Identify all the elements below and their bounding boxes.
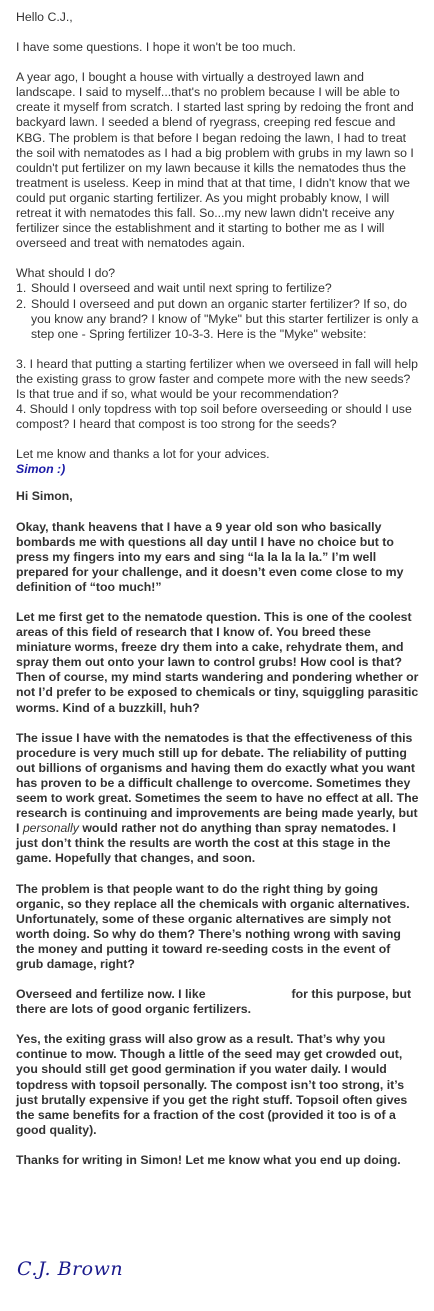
- question-list: [16, 281, 420, 341]
- reply-section: [16, 489, 420, 1168]
- question-4: 4. Should I only topdress with top soil before overseeding or should I use compost? I heard that compost is too strong for the seeds?: [16, 402, 412, 432]
- reply-p5-start: Overseed and fertilize now. I like: [16, 987, 206, 1002]
- reply-paragraph-3: [16, 731, 420, 867]
- reply-paragraph-5: [16, 987, 420, 1017]
- reply-paragraph-1: Okay, thank heavens that I have a 9 year old son who basically bombards me with questions all day until I have no choice but to press my fingers into my ears and sing “la la la la la.” I’m well prepared for your challenge, and it doesn’t even come close to my definition of “too much!”: [16, 519, 404, 594]
- reply-paragraph-7: Thanks for writing in Simon! Let me know what you end up doing.: [16, 1152, 401, 1167]
- letter-page: [16, 10, 420, 1168]
- letter-closing: Let me know and thanks a lot for your advices.: [16, 447, 270, 462]
- question-number-2: 2.: [16, 296, 27, 311]
- letter-story: A year ago, I bought a house with virtually a destroyed lawn and landscape. I said to myself...that's no problem because I will be able to create it myself from scratch. I started last spring by redoing the front and backyard lawn. I seeded a blend of ryegrass, creeping red fescue and KBG. The problem is that before I began redoing the lawn, I had to treat the soil with nematodes as I had a big problem with grubs in my lawn so I couldn't put fertilizer on my lawn because it kills the nematodes thus the treatment is useless. Keep in mind that at that time, I didn't know that we could put organic starting fertilizer. As you might probably know, I will retreat it with nematodes this fall. So...my new lawn didn't receive any fertilizer since the establishment and it starting to bother me as I will overseed and treat with nematodes again.: [16, 70, 414, 251]
- reply-p3-end: would rather not do anything than spray nematodes. I just don’t think the results are worth the cost at this stage in the game. Hopefully that changes, and soon.: [16, 821, 396, 866]
- letter-signoff: Simon :): [16, 462, 66, 477]
- question-text-1: Should I overseed and wait until next spring to fertilize?: [31, 281, 332, 296]
- reply-paragraph-6: Yes, the exiting grass will also grow as a result. That’s why you continue to mow. Though a little of the seed may get crowded out, you should still get good germination if you water daily. I would topdress with topsoil personally. The compost isn’t too strong, it’s just brutally expensive if you get the right stuff. Topsoil often gives the same benefits for a fraction of the cost (provided it too is of a good quality).: [16, 1032, 408, 1137]
- reply-greeting: Hi Simon,: [16, 489, 73, 504]
- letter-greeting: Hello C.J.,: [16, 10, 73, 24]
- reply-p5-end: for this purpose, but there are lots of good organic fertilizers.: [16, 987, 412, 1017]
- reply-p3-emphasis: personally: [22, 821, 79, 836]
- reply-paragraph-2: Let me first get to the nematode question. This is one of the coolest areas of this field of research that I know of. You breed these miniature worms, freeze dry them into a cake, rehydrate them, and spray them out onto your lawn to control grubs! How cool is that? Then of course, my mind starts wandering and pondering whether or not I’d prefer to be exposed to chemicals or tiny, squiggling parasitic worms. Kind of a buzzkill, huh?: [16, 610, 419, 715]
- question-item-2: [16, 297, 420, 342]
- reply-p3-start: The issue I have with the nematodes is that the effectiveness of this procedure is very much still up for debate. The reliability of putting out billions of organisms and having them do exactly what you want has proven to be a difficult challenge to overcome. Sometimes they seem to work great. Sometimes the seem to have no effect at all. The research is continuing and improvements are being made yearly, but I: [16, 730, 419, 836]
- question-lead: What should I do?: [16, 266, 116, 281]
- handwritten-signature: C.J. Brown: [17, 1258, 124, 1280]
- question-3: 3. I heard that putting a starting fertilizer when we overseed in fall will help the existing grass to grow faster and compete more with the new seeds? Is that true and if so, what would be your recommendation?: [16, 356, 418, 401]
- question-text-2: Should I overseed and put down an organic starter fertilizer? If so, do you know any brand? I know of "Myke" but this starter fertilizer is only a step one - Spring fertilizer 10-3-3. Here is the "Myke" website:: [31, 296, 419, 341]
- letter-intro: I have some questions. I hope it won't be too much.: [16, 40, 296, 55]
- reply-paragraph-4: The problem is that people want to do the right thing by going organic, so they replace all the chemicals with organic alternatives. Unfortunately, some of these organic alternatives are simply not worth doing. So why do them? There’s nothing wrong with saving the money and putting it toward re-seeding costs in the event of grub damage, right?: [16, 881, 410, 971]
- question-item-1: [16, 281, 420, 296]
- question-number-1: 1.: [16, 281, 27, 296]
